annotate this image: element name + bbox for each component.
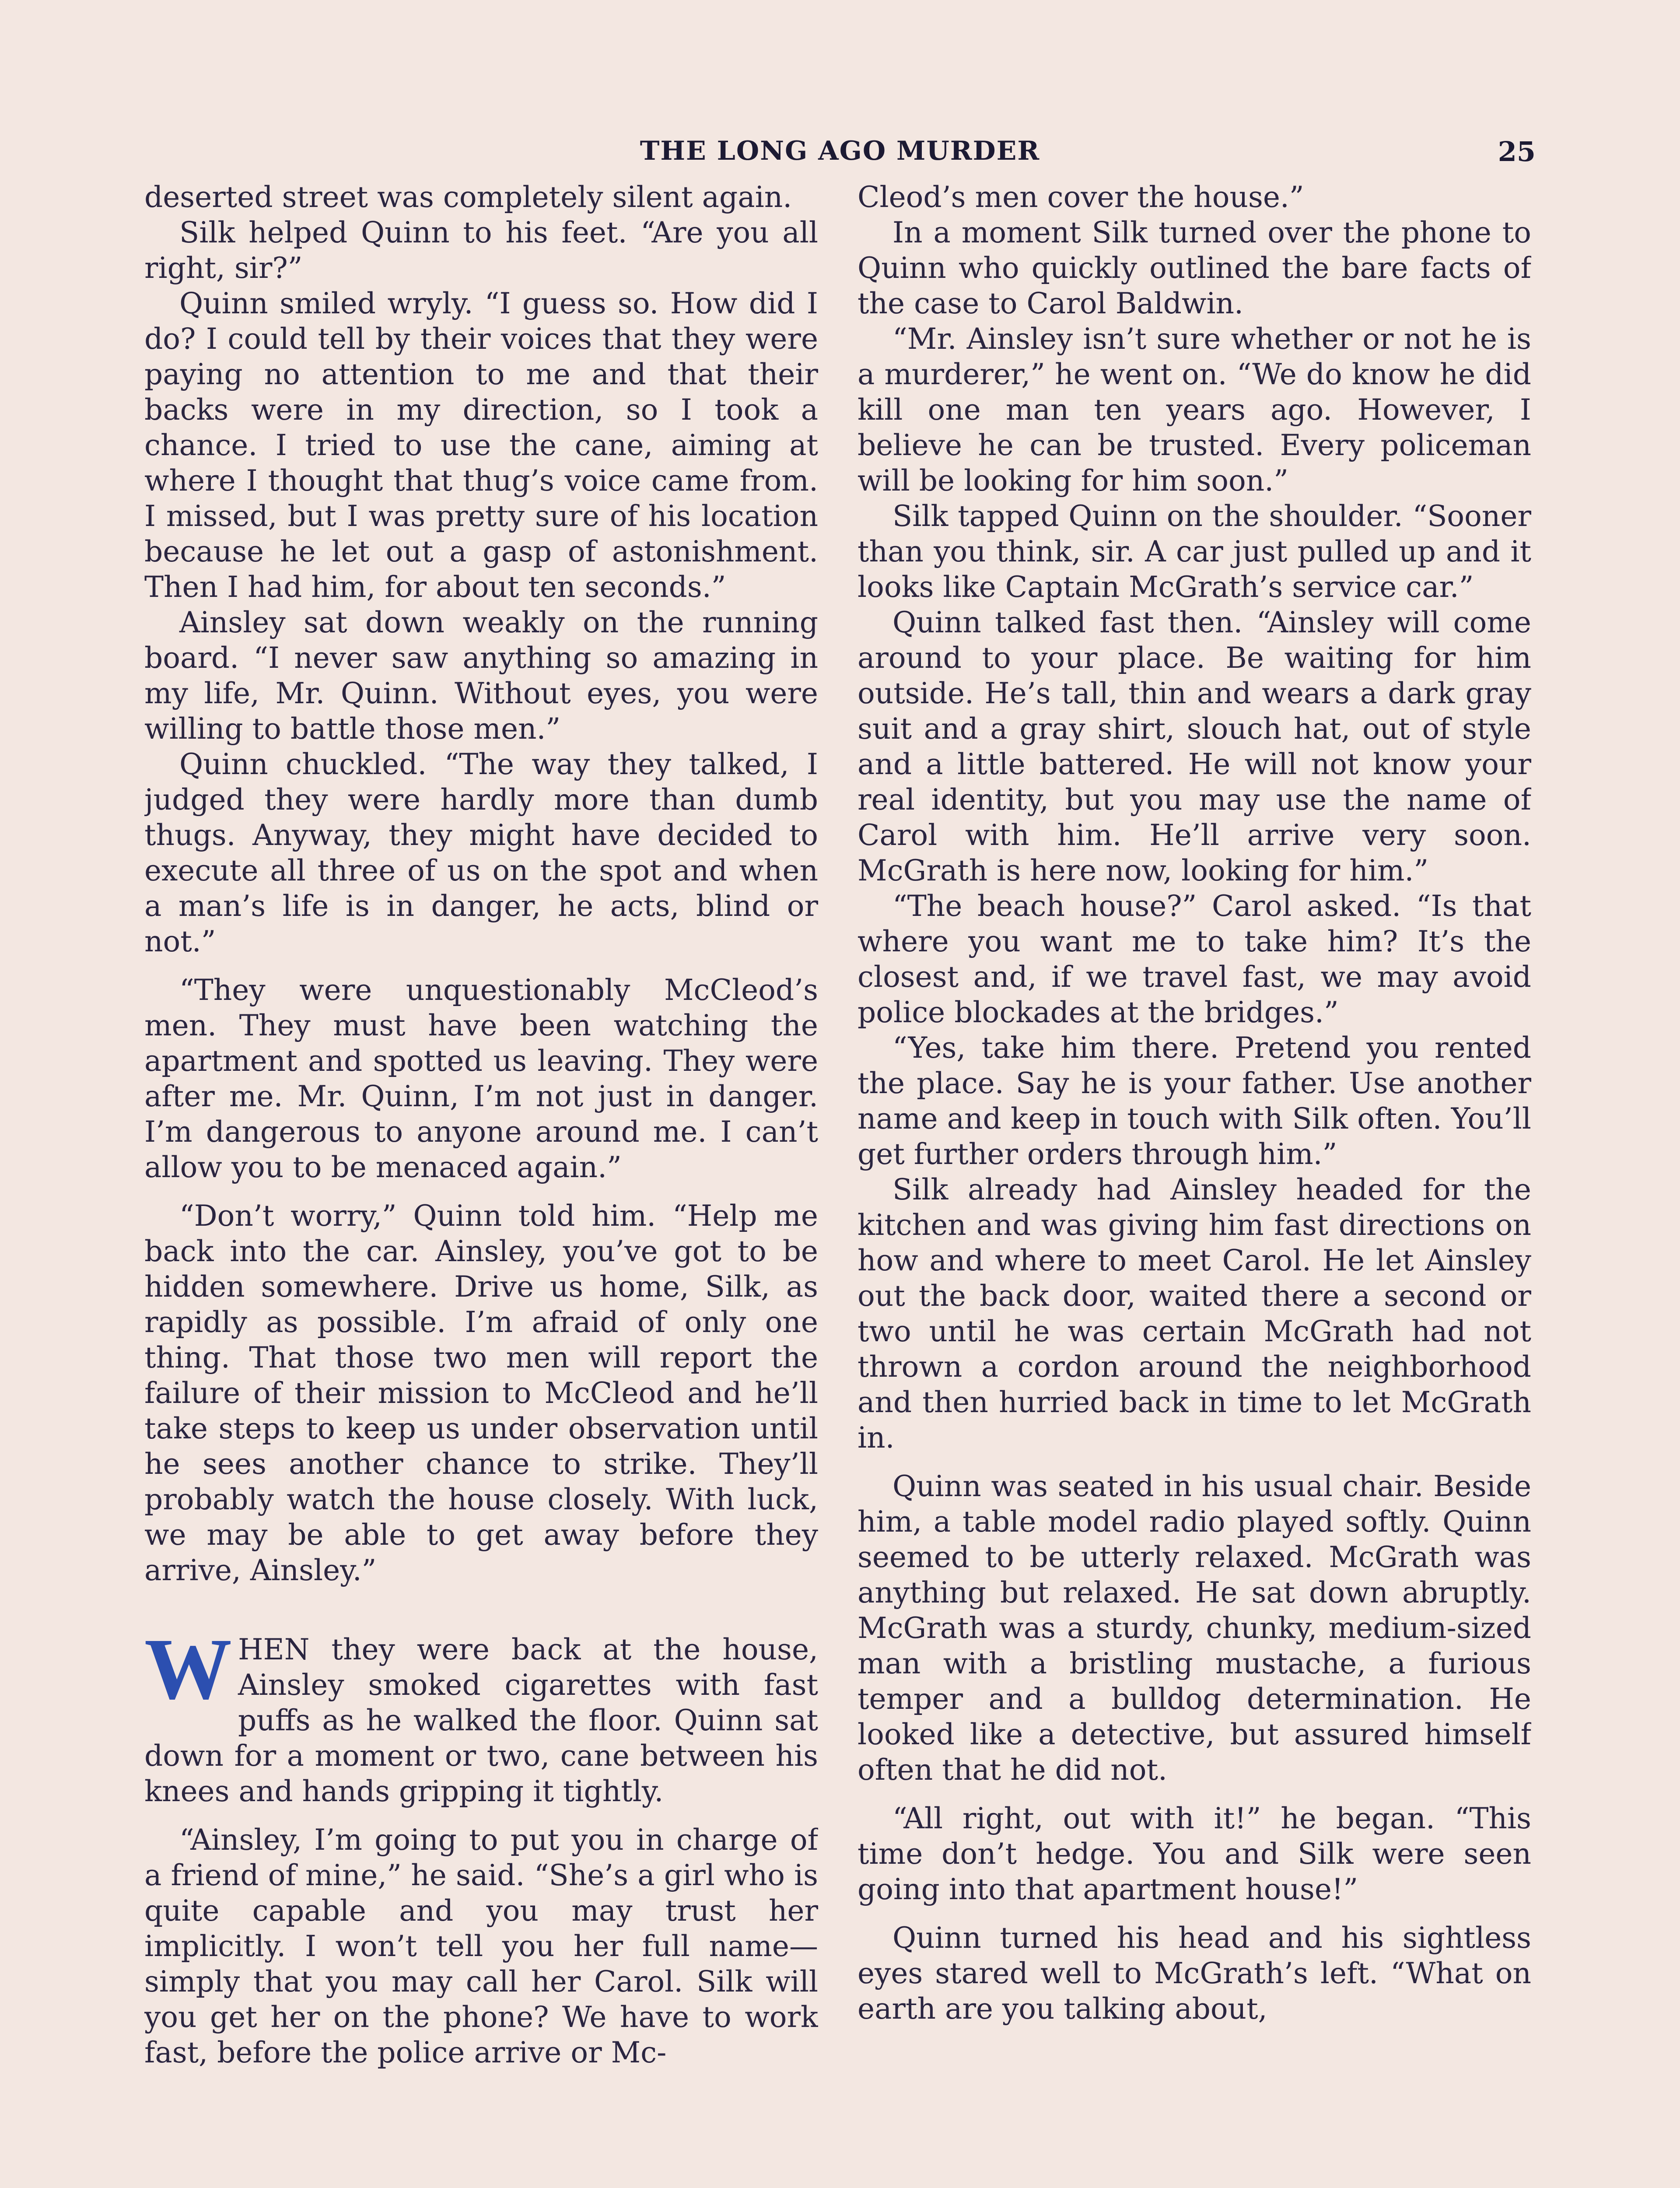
paragraph: Quinn smiled wryly. “I guess so. How did I do? I could tell by their voices that they were paying no attention to me and that their backs were in my direction, so I took a chance. I tried to use the cane, aiming at where I thought that thug’s voice came from. I missed, but I was pretty sure of his location because he let out a gasp of astonishment. Then I had him, for about ten seconds.” <box>144 287 818 604</box>
paragraph: deserted street was completely silent again. <box>144 180 792 214</box>
paragraph: Ainsley sat down weakly on the running board. “I never saw anything so amazing in my life, Mr. Quinn. Without eyes, you were willing to battle those men.” <box>144 606 818 746</box>
paragraph: “Don’t worry,” Quinn told him. “Help me back into the car. Ainsley, you’ve got to be hidden somewhere. Drive us home, Silk, as rapidly as possible. I’m afraid of only one thing. That those two men will report the failure of their mission to McCleod and he’ll take steps to keep us under observation until he sees another chance to strike. They’ll probably watch the house closely. With luck, we may be able to get away before they arrive, Ainsley.” <box>144 1199 818 1587</box>
paragraph: “All right, out with it!” he began. “This time don’t hedge. You and Silk were seen going into that apartment house!” <box>858 1802 1531 1906</box>
paragraph: Silk already had Ainsley headed for the kitchen and was giving him fast directions on how and where to meet Carol. He let Ainsley out the back door, waited there a second or two until he was certain McGrath had not thrown a cordon around the neighborhood and then hurried back in time to let McGrath in. <box>858 1173 1531 1455</box>
paragraph: Quinn talked fast then. “Ainsley will come around to your place. Be waiting for him outside. He’s tall, thin and wears a dark gray suit and a gray shirt, slouch hat, out of style and a little battered. He will not know your real identity, but you may use the name of Carol with him. He’ll arrive very soon. McGrath is here now, looking for him.” <box>858 606 1531 887</box>
right-column <box>858 179 1531 2188</box>
paragraph: Cleod’s men cover the house.” <box>858 180 1304 214</box>
paragraph: “Mr. Ainsley isn’t sure whether or not he is a murderer,” he went on. “We do know he did kill one man ten years ago. However, I believe he can be trusted. Every policeman will be looking for him soon.” <box>858 322 1531 498</box>
section-start-text: HEN they were back at the house, Ainsley smoked cigarettes with fast puffs as he walked the floor. Quinn sat down for a moment or two, cane between his knees and hands gripping it tightly. <box>144 1633 818 1808</box>
running-title: THE LONG AGO MURDER <box>640 136 1040 166</box>
paragraph: “Ainsley, I’m going to put you in charge of a friend of mine,” he said. “She’s a girl who is quite capable and you may trust her implicitly. I won’t tell you her full name—simply that you may call her Carol. Silk will you get her on the phone? We have to work fast, before the police arrive or Mc- <box>144 1823 818 2069</box>
drop-cap: W <box>144 1621 232 1718</box>
section-start-paragraph <box>144 1621 818 1809</box>
paragraph: “The beach house?” Carol asked. “Is that where you want me to take him? It’s the closest and, if we travel fast, we may avoid police blockades at the bridges.” <box>858 889 1531 1029</box>
page-header <box>144 136 1536 175</box>
paragraph: Silk helped Quinn to his feet. “Are you all right, sir?” <box>144 216 818 285</box>
paragraph: Silk tapped Quinn on the shoulder. “Sooner than you think, sir. A car just pulled up and it looks like Captain McGrath’s service car.” <box>858 499 1531 604</box>
page-number: 25 <box>1498 136 1536 168</box>
left-column <box>144 179 818 2188</box>
paragraph: In a moment Silk turned over the phone to Quinn who quickly outlined the bare facts of the case to Carol Baldwin. <box>858 216 1531 320</box>
paragraph: “They were unquestionably McCleod’s men. They must have been watching the apartment and spotted us leaving. They were after me. Mr. Quinn, I’m not just in danger. I’m dangerous to anyone around me. I can’t allow you to be menaced again.” <box>144 973 818 1184</box>
paragraph: “Yes, take him there. Pretend you rented the place. Say he is your father. Use another name and keep in touch with Silk often. You’ll get further orders through him.” <box>858 1031 1531 1171</box>
paragraph: Quinn chuckled. “The way they talked, I judged they were hardly more than dumb thugs. Anyway, they might have decided to execute all three of us on the spot and when a man’s life is in danger, he acts, blind or not.” <box>144 747 818 958</box>
paragraph: Quinn turned his head and his sightless eyes stared well to McGrath’s left. “What on earth are you talking about, <box>858 1921 1531 2026</box>
paragraph: Quinn was seated in his usual chair. Beside him, a table model radio played softly. Quinn seemed to be utterly relaxed. McGrath was anything but relaxed. He sat down abruptly. McGrath was a sturdy, chunky, medium-sized man with a bristling mustache, a furious temper and a bulldog determination. He looked like a detective, but assured himself often that he did not. <box>858 1469 1531 1787</box>
